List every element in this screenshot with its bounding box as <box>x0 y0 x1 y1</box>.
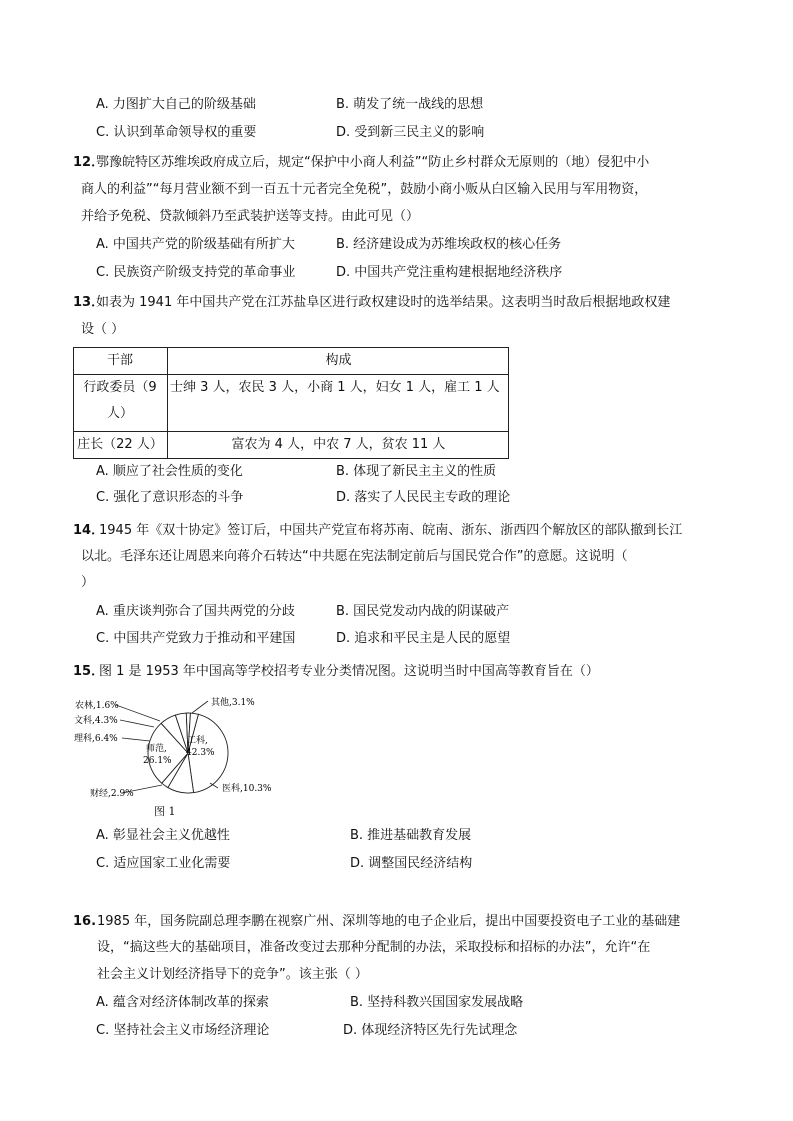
table-cell-composition: 富农为 4 人，中农 7 人，贫农 11 人 <box>231 437 446 452</box>
table-header-cadre: 干部 <box>106 353 133 368</box>
pie-label-normal-value: 26.1% <box>143 756 172 766</box>
pie-label-engineering: 工科, <box>187 736 208 746</box>
pie-label-engineering-value: 42.3% <box>186 748 215 758</box>
q16-option-d[interactable]: D. 体现经济特区先行先试理念 <box>343 1023 518 1038</box>
pie-leader-line <box>116 705 160 721</box>
pie-leader-line <box>122 738 150 741</box>
q13-option-c[interactable]: C. 强化了意识形态的斗争 <box>96 490 244 505</box>
q14-stem-line-3: ） <box>81 575 95 590</box>
question-number-15: 15． <box>73 664 105 679</box>
question-number-13: 13． <box>73 295 105 310</box>
q14-stem-line-2: 以北。毛泽东还让周恩来向蒋介石转达“中共愿在宪法制定前后与国民党合作”的意愿。这说明（ <box>81 549 628 564</box>
table-cell-composition: 士绅 3 人，农民 3 人，小商 1 人，妇女 1 人，雇工 1 人 <box>170 380 500 395</box>
q13-option-b[interactable]: B. 体现了新民主主义的性质 <box>336 464 497 479</box>
q16-option-c[interactable]: C. 坚持社会主义市场经济理论 <box>96 1023 270 1038</box>
q12-option-c[interactable]: C. 民族资产阶级支持党的革命事业 <box>96 265 296 280</box>
q12-option-b[interactable]: B. 经济建设成为苏维埃政权的核心任务 <box>336 237 562 252</box>
q16-option-b[interactable]: B. 坚持科教兴国国家发展战略 <box>350 995 524 1010</box>
q16-stem-line-3: 社会主义计划经济指导下的竞争”。该主张（ ） <box>97 967 368 982</box>
pie-label-agriculture: 农林,1.6% <box>75 701 119 711</box>
q15-option-a[interactable]: A. 彰显社会主义优越性 <box>96 828 230 843</box>
q13-stem-line-2: 设（ ） <box>81 322 125 337</box>
pie-label-other: 其他,3.1% <box>211 698 255 708</box>
q14-option-c[interactable]: C. 中国共产党致力于推动和平建国 <box>96 631 296 646</box>
q12-stem-line-2: 商人的利益”“每月营业额不到一百五十元者完全免税”，鼓励小商小贩从白区输入民用与军用物资， <box>81 182 648 197</box>
q14-option-d[interactable]: D. 追求和平民主是人民的愿望 <box>336 631 511 646</box>
q12-stem-line-3: 并给予免税、贷款倾斜乃至武装护送等支持。由此可见（） <box>81 209 420 224</box>
pie-label-normal: 师范, <box>146 744 167 754</box>
pie-leader-line <box>192 701 208 713</box>
q13-stem-line-1: 如表为 1941 年中国共产党在江苏盐阜区进行政权建设时的选举结果。这表明当时敌后根据地政权建 <box>96 295 671 310</box>
table-cell-cadre-cont: 人） <box>106 406 133 421</box>
table-cell-cadre: 庄长（22 人） <box>77 437 163 452</box>
q15-option-d[interactable]: D. 调整国民经济结构 <box>350 856 473 871</box>
pie-leader-line <box>120 720 154 727</box>
pie-label-finance: 财经,2.9% <box>90 789 134 799</box>
q15-stem-line-1: 图 1 是 1953 年中国高等学校招考专业分类情况图。这说明当时中国高等教育旨在（） <box>99 664 599 679</box>
q16-stem-line-1: 1985 年，国务院副总理李鹏在视察广州、深圳等地的电子企业后，提出中国要投资电子工业的基础建 <box>97 914 681 929</box>
q15-option-c[interactable]: C. 适应国家工业化需要 <box>96 856 231 871</box>
q13-option-a[interactable]: A. 顺应了社会性质的变化 <box>96 464 243 479</box>
pie-label-science: 理科,6.4% <box>74 734 118 744</box>
q12-option-d[interactable]: D. 中国共产党注重构建根据地经济秩序 <box>336 265 563 280</box>
q13-option-d[interactable]: D. 落实了人民民主专政的理论 <box>336 490 511 505</box>
q11-option-a[interactable]: A. 力图扩大自己的阶级基础 <box>96 97 256 112</box>
question-number-16: 16. <box>73 914 97 929</box>
q15-option-b[interactable]: B. 推进基础教育发展 <box>350 828 472 843</box>
election-results-table <box>73 347 509 459</box>
q16-stem-line-2: 设，“搞这些大的基础项目，准备改变过去那种分配制的办法，采取投标和招标的办法”，允许“在 <box>97 940 651 955</box>
q12-option-a[interactable]: A. 中国共产党的阶级基础有所扩大 <box>96 237 295 252</box>
table-cell-cadre: 行政委员（9 <box>83 380 157 395</box>
pie-label-liberal-arts: 文科,4.3% <box>74 716 118 726</box>
figure-caption: 图 1 <box>154 805 176 818</box>
pie-label-medicine: 医科,10.3% <box>222 784 272 794</box>
q11-option-d[interactable]: D. 受到新三民主义的影响 <box>336 125 485 140</box>
question-number-14: 14． <box>73 523 105 538</box>
question-number-12: 12． <box>73 155 105 170</box>
q12-stem-line-1: 鄂豫皖特区苏维埃政府成立后，规定“保护中小商人利益”“防止乡村群众无原则的（地）侵犯中小 <box>96 155 650 170</box>
q16-option-a[interactable]: A. 蕴含对经济体制改革的探索 <box>96 995 269 1010</box>
major-distribution-pie-chart <box>70 693 290 808</box>
q11-option-c[interactable]: C. 认识到革命领导权的重要 <box>96 125 257 140</box>
q14-option-a[interactable]: A. 重庆谈判弥合了国共两党的分歧 <box>96 604 295 619</box>
table-header-composition: 构成 <box>325 353 352 368</box>
q11-option-b[interactable]: B. 萌发了统一战线的思想 <box>336 97 484 112</box>
q14-stem-line-1: 1945 年《双十协定》签订后，中国共产党宣布将苏南、皖南、浙东、浙西四个解放区的部队撤到长江 <box>99 523 683 538</box>
q14-option-b[interactable]: B. 国民党发动内战的阴谋破产 <box>336 604 510 619</box>
